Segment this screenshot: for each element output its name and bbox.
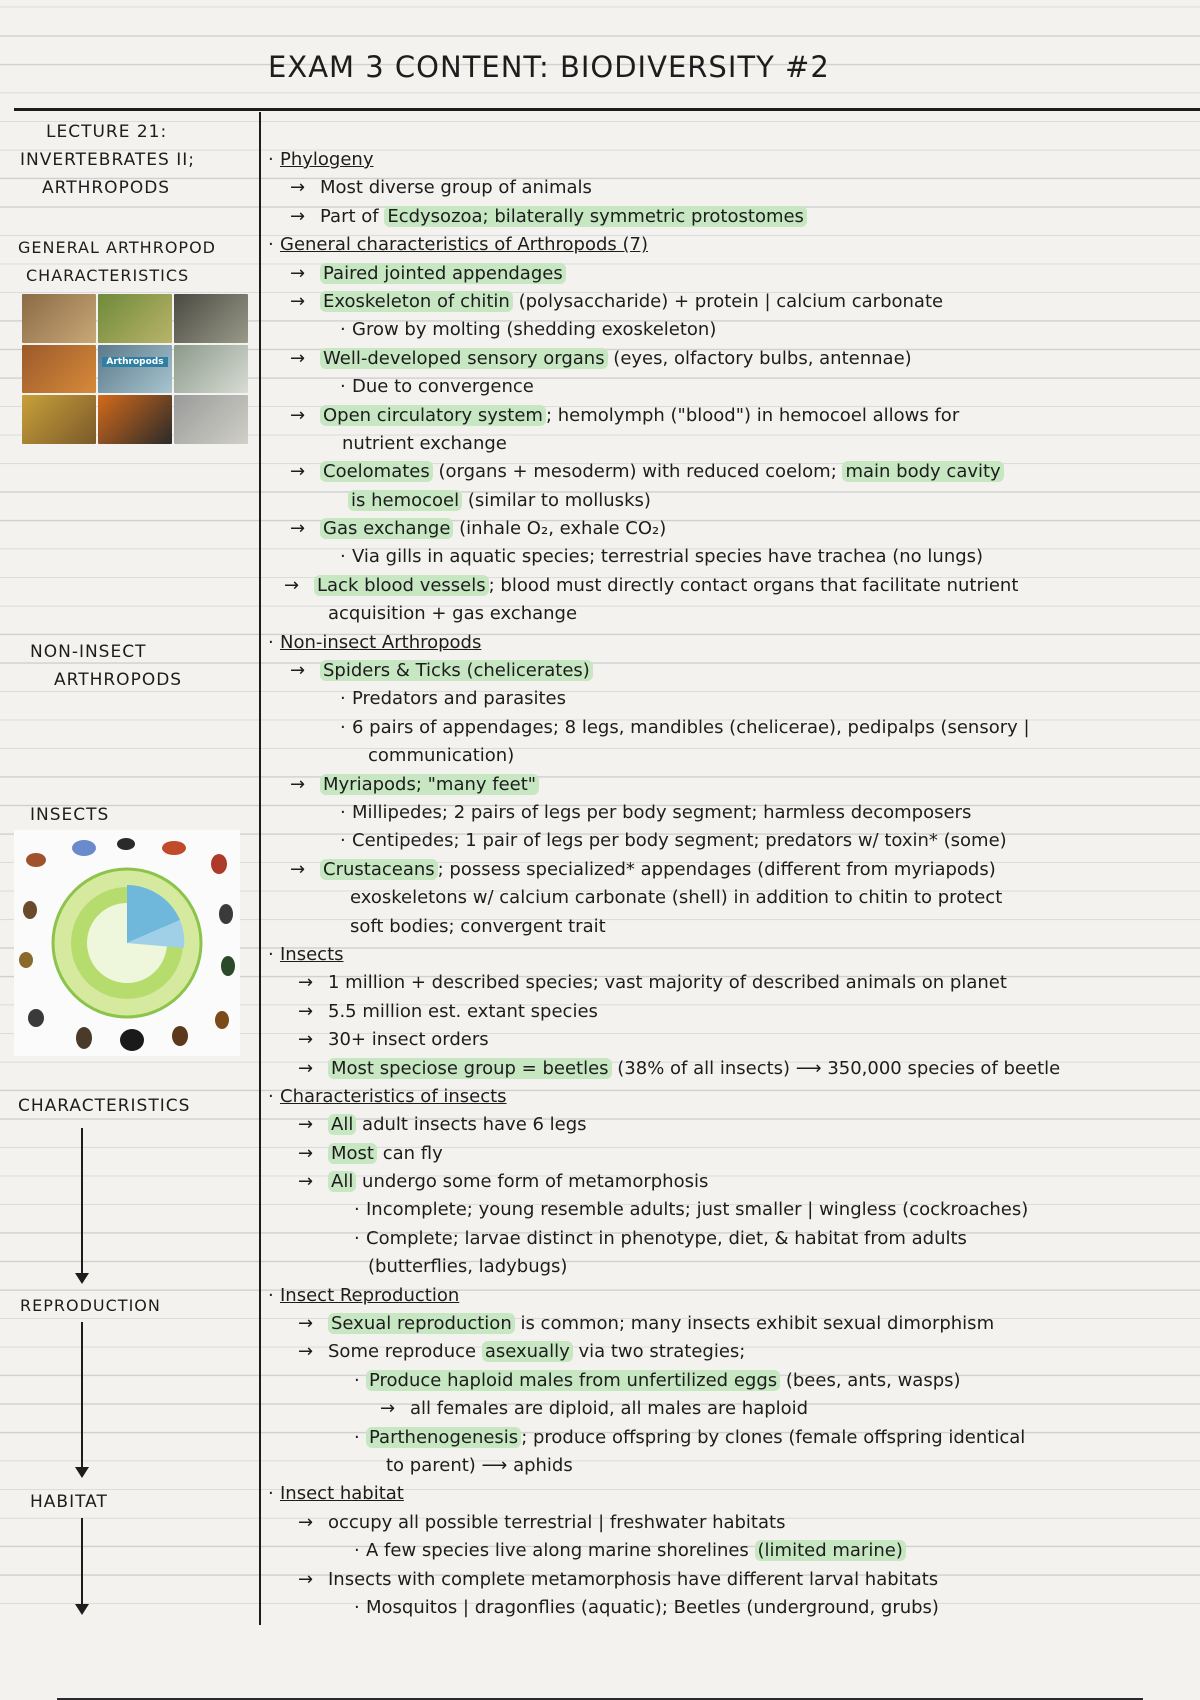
- lecture-label-line2: INVERTEBRATES II;: [20, 150, 195, 170]
- down-arrow-habitat: [81, 1518, 83, 1613]
- note-line: → all females are diploid, all males are haploid: [380, 1398, 809, 1420]
- note-line: → Gas exchange (inhale O₂, exhale CO₂): [290, 518, 667, 540]
- note-line: → Paired jointed appendages: [268, 260, 1200, 288]
- title-divider: [14, 108, 1200, 111]
- insect-habitat-heading: · Insect habitat: [268, 1483, 404, 1505]
- note-line: to parent) ⟶ aphids: [386, 1454, 573, 1476]
- note-line: → Most can fly: [298, 1142, 443, 1164]
- insects-heading: · Insects: [268, 943, 344, 965]
- insects-label: INSECTS: [30, 805, 110, 825]
- note-line: · Via gills in aquatic species; terrestrial species have trachea (no lungs): [340, 546, 984, 568]
- general-characteristics-heading: · General characteristics of Arthropods (7): [268, 234, 649, 256]
- characteristics-label: CHARACTERISTICS: [18, 1096, 191, 1116]
- note-line: → Part of Ecdysozoa; bilaterally symmetric protostomes: [268, 203, 1200, 231]
- note-line: → Open circulatory system ; hemolymph ("blood") in hemocoel allows for: [290, 404, 960, 426]
- note-line: communication): [368, 745, 515, 767]
- general-label-line1: GENERAL ARTHROPOD: [18, 238, 216, 257]
- lecture-label-line1: LECTURE 21:: [46, 122, 168, 142]
- note-line: → 5.5 million est. extant species: [298, 1000, 598, 1022]
- notes-body: [268, 146, 1200, 1622]
- down-arrow-reproduction: [81, 1322, 83, 1476]
- margin-divider: [259, 112, 261, 1625]
- note-line: · Grow by molting (shedding exoskeleton): [340, 319, 717, 341]
- noninsect-label-line1: NON-INSECT: [30, 642, 147, 662]
- note-line: → Myriapods; "many feet": [268, 771, 1200, 799]
- note-line: → 1 million + described species; vast majority of described animals on planet: [298, 972, 1007, 994]
- note-line: · A few species live along marine shorelines (limited marine): [268, 1537, 1200, 1565]
- note-line: acquisition + gas exchange: [328, 603, 578, 625]
- habitat-label: HABITAT: [30, 1492, 108, 1512]
- note-line: · Predators and parasites: [340, 688, 567, 710]
- note-line: · Complete; larvae distinct in phenotype, diet, & habitat from adults: [354, 1227, 967, 1249]
- page-title: EXAM 3 CONTENT: BIODIVERSITY #2: [268, 50, 830, 84]
- note-line: → Lack blood vessels ; blood must directly contact organs that facilitate nutrient: [284, 574, 1019, 596]
- insect-diversity-wheel-image: [14, 830, 240, 1056]
- reproduction-label: REPRODUCTION: [20, 1296, 161, 1315]
- note-line: · Millipedes; 2 pairs of legs per body segment; harmless decomposers: [340, 801, 972, 823]
- insect-reproduction-heading: · Insect Reproduction: [268, 1284, 460, 1306]
- phylogeny-heading: · Phylogeny: [268, 149, 374, 170]
- note-line: → Crustaceans ; possess specialized* appendages (different from myriapods): [290, 858, 996, 880]
- note-line: → Some reproduce asexually via two strategies;: [298, 1341, 746, 1363]
- note-line: → Coelomates (organs + mesoderm) with reduced coelom; main body cavity: [268, 458, 1200, 486]
- note-line: → Well-developed sensory organs (eyes, olfactory bulbs, antennae): [290, 347, 912, 369]
- note-line: → Most diverse group of animals: [290, 177, 592, 199]
- lecture-label-line3: ARTHROPODS: [42, 178, 171, 198]
- note-line: (butterflies, ladybugs): [368, 1256, 568, 1278]
- note-line: → Most speciose group = beetles (38% of all insects) ⟶ 350,000 species of beetle: [298, 1057, 1061, 1079]
- note-line: → Insects with complete metamorphosis have different larval habitats: [298, 1568, 939, 1590]
- arthropods-photo-collage: [22, 294, 248, 444]
- note-line: → Spiders & Ticks (chelicerates): [268, 657, 1200, 685]
- note-line: → Exoskeleton of chitin (polysaccharide) + protein | calcium carbonate: [290, 290, 944, 312]
- collage-caption: Arthropods: [102, 357, 168, 367]
- note-line: → All undergo some form of metamorphosis: [298, 1171, 709, 1193]
- insect-characteristics-heading: · Characteristics of insects: [268, 1085, 507, 1107]
- down-arrow-characteristics: [81, 1128, 83, 1282]
- note-line: · Incomplete; young resemble adults; just smaller | wingless (cockroaches): [354, 1199, 1029, 1221]
- note-line: · Centipedes; 1 pair of legs per body segment; predators w/ toxin* (some): [340, 830, 1007, 852]
- note-line: → 30+ insect orders: [298, 1029, 489, 1051]
- note-line: · 6 pairs of appendages; 8 legs, mandibles (chelicerae), pedipalps (sensory |: [340, 716, 1030, 738]
- note-line: exoskeletons w/ calcium carbonate (shell) in addition to chitin to protect: [350, 887, 1003, 909]
- noninsect-label-line2: ARTHROPODS: [54, 670, 183, 690]
- note-line: → occupy all possible terrestrial | freshwater habitats: [298, 1511, 786, 1533]
- note-line: nutrient exchange: [342, 432, 507, 454]
- general-label-line2: CHARACTERISTICS: [26, 266, 190, 285]
- note-line: is hemocoel (similar to mollusks): [268, 487, 1200, 515]
- note-line: · Due to convergence: [340, 376, 534, 398]
- note-line: · Produce haploid males from unfertilized eggs (bees, ants, wasps): [354, 1369, 961, 1391]
- note-line: → Sexual reproduction is common; many insects exhibit sexual dimorphism: [298, 1313, 995, 1335]
- note-line: → All adult insects have 6 legs: [298, 1114, 587, 1136]
- noninsect-heading: · Non-insect Arthropods: [268, 631, 482, 653]
- note-line: soft bodies; convergent trait: [350, 915, 606, 937]
- note-line: · Mosquitos | dragonflies (aquatic); Beetles (underground, grubs): [354, 1596, 939, 1618]
- note-line: · Parthenogenesis ; produce offspring by clones (female offspring identical: [354, 1426, 1026, 1448]
